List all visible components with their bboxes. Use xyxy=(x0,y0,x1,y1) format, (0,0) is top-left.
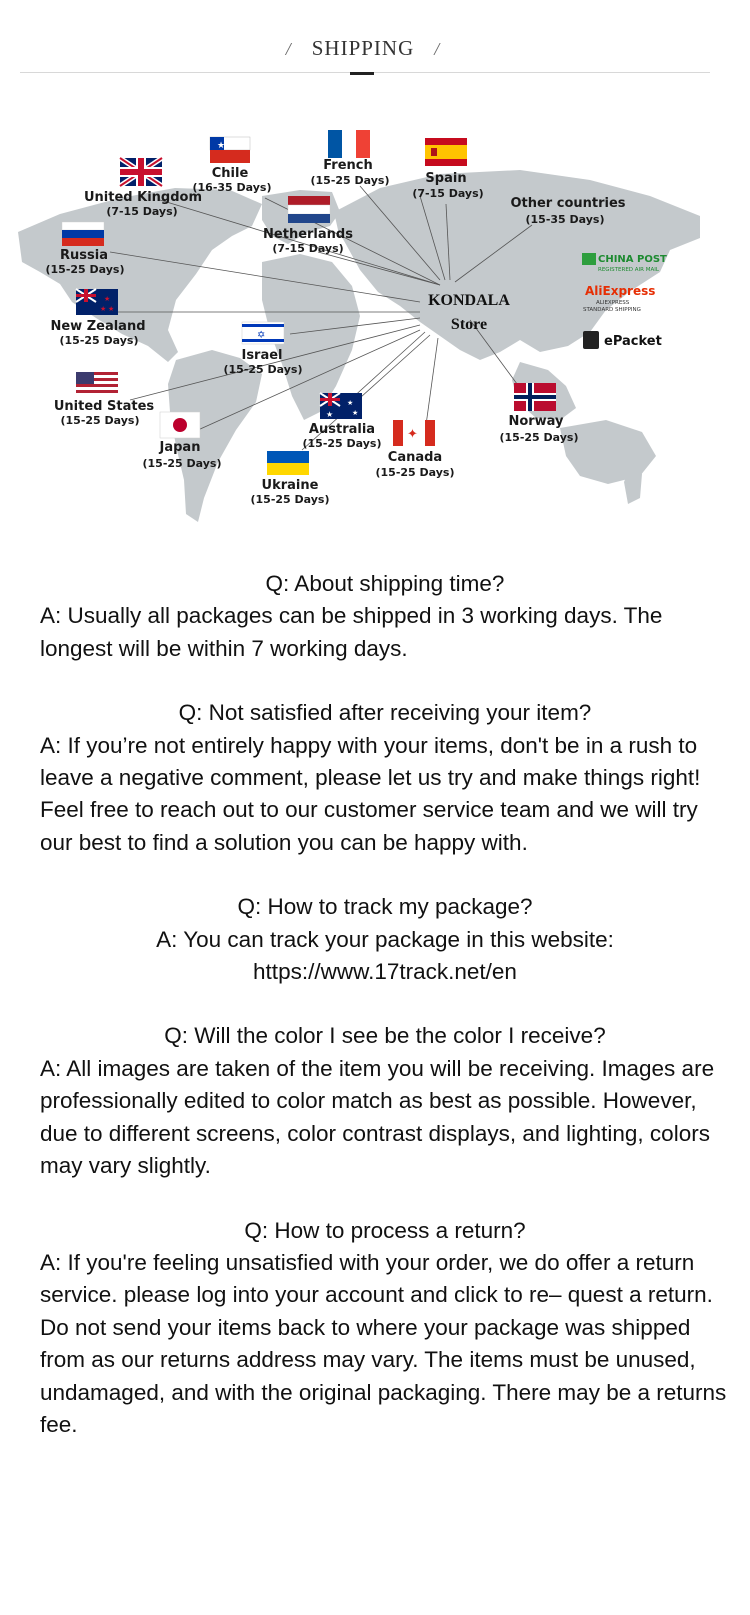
australia-flag-icon xyxy=(320,393,362,419)
dest-days-australia: (15-25 Days) xyxy=(302,437,382,450)
store-name-line2: Store xyxy=(450,316,488,333)
section-title xyxy=(0,36,726,61)
title-slash-left: / xyxy=(285,39,292,59)
dest-days-canada: (15-25 Days) xyxy=(375,466,455,479)
svg-text:✡: ✡ xyxy=(257,330,266,341)
dest-label-new-zealand: New Zealand xyxy=(50,319,146,334)
faq-answer: A: If you’re not entirely happy with your items, don't be in a rush to leave a negative comment, please let us try and make things right! Feel free to reach out to our customer service team and we will try our best to find a solution you can be happy with. xyxy=(40,732,701,855)
faq-answer: A: Usually all packages can be shipped in 3 working days. The longest will be within 7 working days. xyxy=(40,603,663,661)
faq-item-track-package xyxy=(40,891,730,988)
netherlands-flag-icon xyxy=(288,196,330,223)
svg-text:★: ★ xyxy=(108,306,115,313)
dest-label-canada: Canada xyxy=(387,450,443,465)
dest-label-netherlands: Netherlands xyxy=(263,227,353,242)
dest-days-norway: (15-25 Days) xyxy=(499,431,579,444)
faq-item-not-satisfied xyxy=(40,697,730,859)
dest-days-new-zealand: (15-25 Days) xyxy=(59,334,139,347)
dest-days-other-countries: (15-35 Days) xyxy=(525,213,605,226)
dest-days-french: (15-25 Days) xyxy=(310,174,390,187)
faq-section xyxy=(40,568,730,1473)
tracking-link[interactable]: https://www.17track.net/en xyxy=(253,959,517,985)
dest-label-russia: Russia xyxy=(60,248,108,263)
aliexpress-text: AliExpress xyxy=(585,284,656,298)
chile-flag-icon xyxy=(210,137,250,163)
usa-flag-icon xyxy=(76,372,118,394)
svg-text:✦: ✦ xyxy=(407,426,418,441)
faq-answer: A: You can track your package in this website: xyxy=(156,926,614,952)
aliexpress-subtext-1: ALIEXPRESS xyxy=(596,300,630,306)
dest-label-spain: Spain xyxy=(425,171,467,186)
china-post-text: CHINA POST xyxy=(598,254,667,265)
epacket-logo xyxy=(583,331,662,349)
faq-question: Q: Not satisfied after receiving your item? xyxy=(178,700,592,726)
dest-days-spain: (7-15 Days) xyxy=(412,187,484,200)
dest-days-united-states: (15-25 Days) xyxy=(60,414,140,427)
faq-question: Q: About shipping time? xyxy=(265,571,505,596)
faq-question: Q: How to track my package? xyxy=(237,894,533,920)
faq-question: Q: How to process a return? xyxy=(244,1217,526,1243)
ukraine-flag-icon xyxy=(267,451,309,475)
faq-answer: A: If you're feeling unsatisfied with your order, we do offer a return service. please log into your account and click to re– quest a return. Do not send your items back to where your package was shipped from as our returns address may vary. The items must be unused, undamaged, and with the original packaging. There may be a returns fee. xyxy=(40,1249,727,1437)
svg-text:★: ★ xyxy=(217,141,226,151)
svg-text:★: ★ xyxy=(100,306,107,313)
store-name-line1: KONDALA xyxy=(428,292,510,309)
israel-flag-icon xyxy=(242,322,284,344)
canada-flag-icon xyxy=(393,420,435,446)
dest-days-netherlands: (7-15 Days) xyxy=(272,242,344,255)
svg-text:★: ★ xyxy=(104,296,111,303)
dest-label-israel: Israel xyxy=(241,348,283,363)
dest-days-chile: (16-35 Days) xyxy=(192,181,272,194)
japan-flag-icon xyxy=(160,412,200,438)
dest-label-french: French xyxy=(323,158,373,173)
svg-text:★: ★ xyxy=(352,410,359,417)
section-title-text: SHIPPING xyxy=(311,36,415,60)
faq-item-shipping-time xyxy=(40,568,730,665)
dest-days-united-kingdom: (7-15 Days) xyxy=(106,205,178,218)
svg-text:★: ★ xyxy=(326,410,334,419)
dest-label-japan: Japan xyxy=(159,440,201,455)
dest-days-japan: (15-25 Days) xyxy=(142,457,222,470)
new-zealand-flag-icon xyxy=(76,289,118,315)
dest-label-united-states: United States xyxy=(53,399,155,414)
faq-answer: A: All images are taken of the item you will be receiving. Images are professionally edited to color match as best as possible. However, due to different screens, color contrast displays, and lighting, colors may vary slightly. xyxy=(40,1055,715,1179)
spain-flag-icon xyxy=(425,138,467,166)
dest-days-ukraine: (15-25 Days) xyxy=(250,493,330,506)
header-accent-dash xyxy=(350,72,374,75)
dest-label-norway: Norway xyxy=(508,414,564,429)
faq-question: Q: Will the color I see be the color I receive? xyxy=(164,1023,606,1049)
epacket-text: ePacket xyxy=(604,334,662,349)
title-slash-right: / xyxy=(434,39,441,59)
china-post-subtext: REGISTERED AIR MAIL xyxy=(598,267,659,273)
dest-label-ukraine: Ukraine xyxy=(261,478,319,493)
aliexpress-subtext-2: STANDARD SHIPPING xyxy=(583,307,641,313)
section-header xyxy=(0,0,750,90)
dest-label-united-kingdom: United Kingdom xyxy=(83,190,203,205)
france-flag-icon xyxy=(328,130,370,158)
svg-text:★: ★ xyxy=(347,400,354,407)
dest-label-australia: Australia xyxy=(308,422,376,437)
dest-label-chile: Chile xyxy=(211,166,249,181)
dest-label-other-countries: Other countries xyxy=(510,196,626,211)
world-map-svg xyxy=(0,90,750,550)
faq-item-color xyxy=(40,1020,730,1182)
uk-flag-icon xyxy=(120,158,162,186)
shipping-map xyxy=(0,90,750,550)
dest-days-israel: (15-25 Days) xyxy=(223,363,303,376)
faq-item-return xyxy=(40,1215,730,1442)
russia-flag-icon xyxy=(62,222,104,246)
norway-flag-icon xyxy=(514,383,556,411)
dest-days-russia: (15-25 Days) xyxy=(45,263,125,276)
